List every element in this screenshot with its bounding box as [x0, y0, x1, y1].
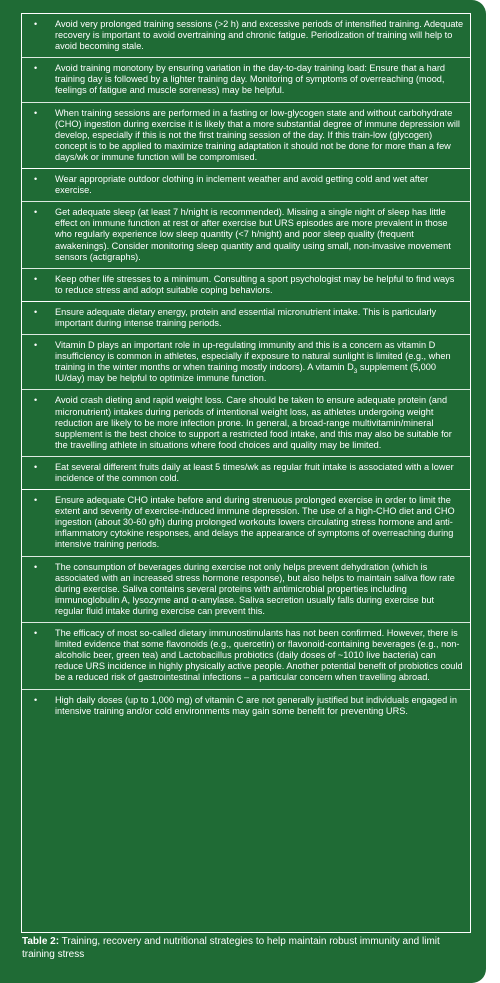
table-row [22, 103, 470, 168]
table-row [22, 557, 470, 623]
table-row [22, 169, 470, 202]
bullet-icon: • [34, 306, 38, 317]
caption-label: Table 2: [22, 936, 60, 947]
table-row [22, 690, 470, 722]
row-text: High daily doses (up to 1,000 mg) of vitamin C are not generally justified but individuals engaged in intensive training and/or cold environments may gain some benefit for preventing URS. [55, 694, 457, 716]
bullet-icon: • [34, 628, 38, 639]
row-text: Ensure adequate dietary energy, protein and essential micronutrient intake. This is particularly important during intense training periods. [55, 306, 437, 328]
bullet-icon: • [34, 495, 38, 506]
bullet-icon: • [34, 561, 38, 572]
row-text: Eat several different fruits daily at least 5 times/wk as regular fruit intake is associated with a lower incidence of the common cold. [55, 461, 454, 483]
row-text: Avoid very prolonged training sessions (>2 h) and excessive periods of intensified training. Adequate recovery is important to avoid overtraining and chronic fatigue. Periodization of training will help to avoid becoming stale. [55, 19, 464, 52]
table-group-2 [22, 169, 470, 302]
table-group-4 [22, 490, 470, 722]
table-row [22, 269, 470, 301]
bullet-icon: • [34, 340, 38, 351]
bullet-icon: • [34, 107, 38, 118]
bullet-icon: • [34, 395, 38, 406]
row-text: Avoid training monotony by ensuring variation in the day-to-day training load: Ensure that a hard training day is followed by a lighter training day. Monitoring of symptoms of overreaching (mood, feelings of fatigue and muscle soreness) may be helpful. [55, 63, 446, 96]
row-text: Wear appropriate outdoor clothing in inclement weather and avoid getting cold and wet after exercise. [55, 174, 429, 196]
row-text: Vitamin D plays an important role in up-regulating immunity and this is a concern as vitamin D insufficiency is common in athletes, especially if exposure to natural sunlight is limited (e.g., when training in the winter months or when training mostly indoors). A vitamin $D_3$ supplement (5,000 IU/day) may be helpful to optimize immune function. [55, 340, 451, 384]
table-row [22, 302, 470, 335]
table-row [22, 14, 470, 58]
table-group-1 [22, 14, 470, 169]
table-group-3 [22, 302, 470, 490]
row-text: The efficacy of most so-called dietary immunostimulants has not been confirmed. However, there is limited evidence that some flavonoids (e.g., quercetin) or flavonoid-containing beverages (e.g., non-alcoholic beer, green tea) and Lactobacillus probiotics (daily doses of ~1010 live bacteria) can reduce URS incidence in highly physically active people. Another potential benefit of probiotics could be a reduced risk of gastrointestinal infections – a particular concern when travelling abroad. [55, 628, 463, 683]
bullet-icon: • [34, 63, 38, 74]
strategies-table [21, 13, 471, 933]
bullet-icon: • [34, 174, 38, 185]
table-row [22, 457, 470, 489]
table-row [22, 390, 470, 456]
bullet-icon: • [34, 19, 38, 29]
row-text: When training sessions are performed in a fasting or low-glycogen state and without carbohydrate (CHO) ingestion during exercise it is likely that a more substantial degree of immune depression will develop, especially if this is not the first training session of the day. If this train-low (glycogen) concept is to be applied to maximize training adaptation it should not be done for more than a few days/wk or immune function will be compromised. [55, 107, 460, 162]
table-row [22, 335, 470, 390]
bullet-icon: • [34, 273, 38, 284]
bullet-icon: • [34, 694, 38, 705]
caption-text: Training, recovery and nutritional strategies to help maintain robust immunity and limit training stress [22, 936, 440, 960]
row-text: Ensure adequate CHO intake before and during strenuous prolonged exercise in order to limit the extent and severity of exercise-induced immune depression. The use of a high-CHO diet and CHO ingestion (about 30-60 g/h) during prolonged workouts lowers circulating stress hormone and anti-inflammatory cytokine responses, and delays the appearance of symptoms of overreaching during intensive training periods. [55, 495, 455, 550]
table-row [22, 490, 470, 556]
row-text: Get adequate sleep (at least 7 h/night is recommended). Missing a single night of sleep has little effect on immune function at rest or after exercise but URS episodes are more prevalent in those who regularly experience low sleep quantity (<7 h/night) and poor sleep quality (frequent awakenings). Consider monitoring sleep quantity and quality using small, non-invasive movement sensors (actigraphs). [55, 207, 451, 262]
bullet-icon: • [34, 207, 38, 218]
bullet-icon: • [34, 461, 38, 472]
table-row [22, 623, 470, 689]
table-caption [22, 935, 468, 961]
table-row [22, 202, 470, 268]
row-text: The consumption of beverages during exercise not only helps prevent dehydration (which is associated with an increased stress hormone response), but also helps to maintain saliva flow rate during exercise. Saliva contains several proteins with antimicrobial properties including immunoglobulin A, lysozyme and α-amylase. Saliva secretion usually falls during exercise but regular fluid intake during exercise can prevent this. [55, 561, 455, 616]
table-row [22, 58, 470, 102]
row-text: Keep other life stresses to a minimum. Consulting a sport psychologist may be helpful to find ways to reduce stress and adopt suitable coping behaviors. [55, 273, 455, 295]
row-text: Avoid crash dieting and rapid weight loss. Care should be taken to ensure adequate protein (and micronutrient) intakes during periods of intentional weight loss, as athletes undergoing weight reduction are likely to be more infection prone. In general, a broad-range multivitamin/mineral supplement is the best choice to support a restricted food intake, and this may also be suitable for the travelling athlete in situations where food choices and quality may be limited. [55, 395, 452, 450]
